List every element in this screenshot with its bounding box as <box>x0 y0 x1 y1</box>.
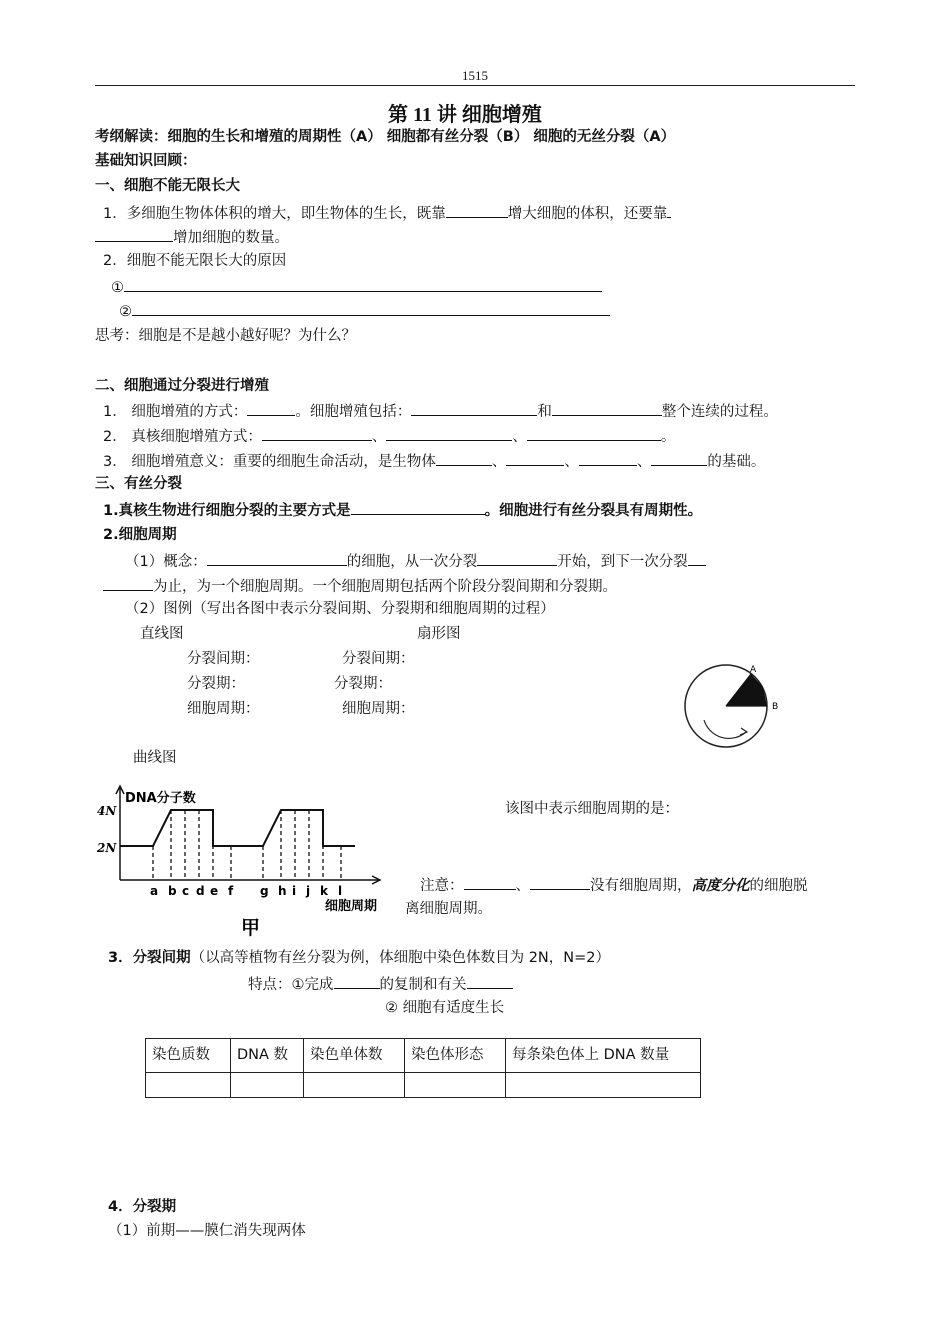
sec2-l2-a: 2． 真核细胞增殖方式： <box>103 429 262 445</box>
direction-arrow-icon <box>740 728 747 735</box>
x-tick-label: c <box>182 884 190 898</box>
sec2-line1 <box>103 401 778 421</box>
sec2-l2-sep1: 、 <box>371 429 387 445</box>
table-answer-row <box>146 1073 701 1098</box>
feature-a: 特点：①完成 <box>248 977 334 993</box>
concept-d: 为止，为一个细胞周期。一个细胞周期包括两个阶段分裂间期和分裂期。 <box>153 579 617 595</box>
interphase-table <box>145 1038 701 1098</box>
feature-b: 的复制和有关 <box>379 977 467 993</box>
x-tick-label: a <box>150 884 159 898</box>
section-2-heading: 二、细胞通过分裂进行增殖 <box>95 378 269 394</box>
y-axis-title: DNA分子数 <box>125 791 196 806</box>
blank-line <box>530 875 590 890</box>
blank-line <box>688 551 706 566</box>
table-header-cell: 染色单体数 <box>304 1039 405 1073</box>
sec1-q1-line2 <box>95 227 289 247</box>
interphase-num: 3． <box>108 950 133 966</box>
x-tick-label: l <box>338 884 343 898</box>
page-title: 第 11 讲 细胞增殖 <box>388 104 542 126</box>
pie-label-b: B <box>772 702 779 712</box>
sec3-p2: 2.细胞周期 <box>103 527 177 543</box>
sec2-l3-sep: 、 <box>636 454 652 470</box>
mitotic-title: 分裂期 <box>132 1199 177 1215</box>
blank-line <box>207 551 347 566</box>
fan-label: 扇形图 <box>417 626 461 642</box>
table-header-cell: DNA 数 <box>231 1039 304 1073</box>
concept-b: 的细胞，从一次分裂 <box>346 554 478 570</box>
header-rule <box>95 85 855 86</box>
sec3-p1 <box>103 500 702 520</box>
blank-line <box>351 500 485 515</box>
table-cell[interactable] <box>304 1073 405 1098</box>
sec1-q1-c: 增加细胞的数量。 <box>173 230 289 246</box>
table-header-cell: 染色体形态 <box>405 1039 506 1073</box>
x-tick-labels <box>150 884 342 898</box>
blank-line <box>579 451 637 466</box>
note-sep: 、 <box>515 878 530 894</box>
table-cell[interactable] <box>405 1073 506 1098</box>
y-tick-4n: 4N <box>97 804 117 818</box>
blank-line <box>651 451 707 466</box>
linear-cell-cycle: 细胞周期： <box>187 701 260 717</box>
sec1-think: 思考：细胞是不是越小越好呢？为什么？ <box>95 328 356 344</box>
interphase-note: （以高等植物有丝分裂为例，体细胞中染色体数目为 2N，N=2） <box>190 950 610 966</box>
blank-line <box>436 451 492 466</box>
circle-one: ① <box>111 280 124 296</box>
sec2-l3-sep: 、 <box>491 454 507 470</box>
table-header-cell: 染色质数 <box>146 1039 231 1073</box>
table-header-cell: 每条染色体上 DNA 数量 <box>506 1039 701 1073</box>
sec2-line2 <box>103 426 675 446</box>
blank-line <box>477 551 557 566</box>
mitotic-num: 4． <box>108 1199 133 1215</box>
interphase-heading <box>108 949 610 967</box>
curve-label: 曲线图 <box>133 750 177 766</box>
x-tick-label: d <box>196 884 205 898</box>
sec2-l2-end: 。 <box>660 429 676 445</box>
concept-c: 开始，到下一次分裂 <box>557 554 688 570</box>
blank-line <box>262 426 372 441</box>
fan-diagram <box>680 660 790 760</box>
table-cell[interactable] <box>506 1073 701 1098</box>
circle-two: ② <box>119 304 132 320</box>
x-tick-label: k <box>320 884 328 898</box>
sec1-reason-1 <box>111 277 602 297</box>
section-1-heading: 一、细胞不能无限长大 <box>95 178 240 194</box>
sec2-l3-end: 的基础。 <box>707 454 766 470</box>
sec3-p1-b: 。细胞进行有丝分裂具有周期性。 <box>484 503 703 519</box>
concept-a: （1）概念： <box>125 554 207 570</box>
sec1-reason-2 <box>119 301 610 321</box>
interphase-feature-2: ② 细胞有适度生长 <box>385 1000 505 1016</box>
table-header-row <box>146 1039 701 1073</box>
basics-heading: 基础知识回顾： <box>95 153 197 169</box>
blank-line <box>247 401 295 416</box>
sec3-diagram-intro: （2）图例（写出各图中表示分裂间期、分裂期和细胞周期的过程） <box>125 601 555 617</box>
note-line1 <box>420 875 808 895</box>
note-b: 没有细胞周期， <box>590 878 692 894</box>
table-cell[interactable] <box>146 1073 231 1098</box>
blank-line <box>334 974 380 989</box>
note-c: 的细胞脱 <box>749 878 808 894</box>
fan-mitotic-phase: 分裂期： <box>334 676 392 692</box>
note-emphasis: 高度分化 <box>691 878 750 894</box>
blank-line <box>124 277 602 292</box>
fan-interphase: 分裂间期： <box>342 651 415 667</box>
sec3-concept-line1 <box>125 551 706 571</box>
blank-line <box>552 401 662 416</box>
x-tick-label: f <box>228 884 234 898</box>
x-tick-label: g <box>260 884 269 898</box>
x-tick-label: e <box>210 884 219 898</box>
dna-curve-line <box>120 810 355 846</box>
x-tick-label: j <box>306 884 311 898</box>
blank-line <box>464 875 516 890</box>
sec2-l1-a: 1． 细胞增殖的方式： <box>103 404 248 420</box>
x-tick-label: h <box>278 884 287 898</box>
pie-label-a: A <box>750 665 757 675</box>
sec3-p1-a: 1.真核生物进行细胞分裂的主要方式是 <box>103 503 351 519</box>
blank-line <box>132 301 610 316</box>
sec2-l1-d: 整个连续的过程。 <box>661 404 778 420</box>
blank-line <box>411 401 537 416</box>
blank-line <box>527 426 661 441</box>
sec2-l1-b: 。细胞增殖包括： <box>295 404 412 420</box>
note-a: 注意： <box>420 878 464 894</box>
interphase-title: 分裂间期 <box>132 950 191 966</box>
x-tick-label: i <box>292 884 297 898</box>
sec2-l1-c: 和 <box>537 404 552 420</box>
blank-line <box>95 227 173 242</box>
note-line2: 离细胞周期。 <box>405 901 492 917</box>
linear-interphase: 分裂间期： <box>187 651 260 667</box>
linear-label: 直线图 <box>140 626 184 642</box>
fan-cell-cycle: 细胞周期： <box>342 701 415 717</box>
sec3-concept-line2 <box>103 576 617 596</box>
x-tick-label: b <box>168 884 177 898</box>
interphase-feature-1 <box>248 974 513 994</box>
chart-caption: 甲 <box>241 917 261 939</box>
blank-line <box>506 451 564 466</box>
direction-arc <box>704 720 746 738</box>
linear-mitotic-phase: 分裂期： <box>187 676 245 692</box>
curve-question: 该图中表示细胞周期的是： <box>505 801 679 817</box>
sec2-l3-a: 3． 细胞增殖意义：重要的细胞生命活动，是生物体 <box>103 454 436 470</box>
table-cell[interactable] <box>231 1073 304 1098</box>
section-3-heading: 三、有丝分裂 <box>95 476 182 492</box>
sec1-q2: 2．细胞不能无限长大的原因 <box>103 253 287 269</box>
sec2-l3-sep: 、 <box>564 454 579 470</box>
blank-line <box>467 974 513 989</box>
blank-line <box>103 576 153 591</box>
sec1-q1-b: 增大细胞的体积，还要靠 <box>507 206 668 222</box>
x-axis-title: 细胞周期 <box>325 899 378 914</box>
sec1-q1-a: 1．多细胞生物体体积的增大，即生物体的生长，既靠 <box>103 206 446 222</box>
blank-line <box>667 203 671 218</box>
y-tick-2n: 2N <box>97 841 117 855</box>
sec1-q1-line1 <box>103 203 671 223</box>
page-number: 1515 <box>462 68 488 83</box>
blank-line <box>386 426 512 441</box>
syllabus-line: 考纲解读：细胞的生长和增殖的周期性（A） 细胞都有丝分裂（B） 细胞的无丝分裂（A） <box>95 129 676 145</box>
blank-line <box>446 203 508 218</box>
mitotic-heading <box>108 1198 176 1216</box>
prophase-line: （1）前期——膜仁消失现两体 <box>108 1223 306 1239</box>
sec2-l2-sep2: 、 <box>512 429 527 445</box>
sec2-line3 <box>103 451 765 471</box>
dna-curve-chart <box>95 782 395 944</box>
